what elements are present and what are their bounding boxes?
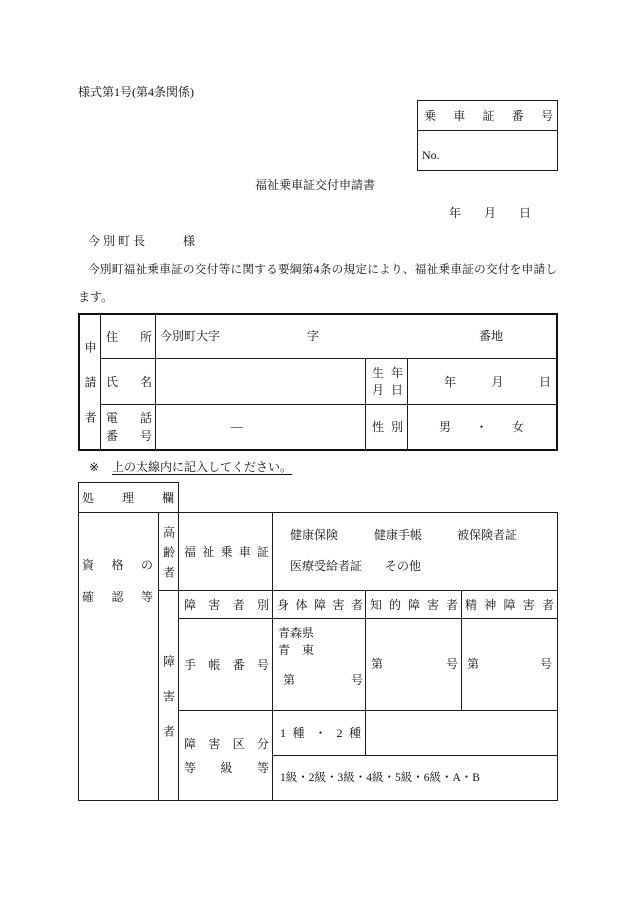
- body-text-line2: ます。: [78, 290, 114, 304]
- elderly-cell: [159, 513, 179, 591]
- class-blank-cell: [366, 711, 557, 756]
- address-field: [156, 315, 556, 359]
- address-aza: 字: [307, 329, 320, 343]
- gender-label-cell: [366, 405, 408, 449]
- processing-header-box: [78, 482, 179, 512]
- category-intellectual-cell: [366, 591, 462, 619]
- welfare-pass-label: 福 祉 乗 車 証: [184, 544, 269, 559]
- qualification-label: [82, 549, 153, 613]
- phone-label: [106, 409, 152, 445]
- document-health-handbook: 健康手帳: [374, 528, 423, 542]
- class-options-cell: [273, 711, 366, 756]
- handbook-mental-cell: [462, 619, 557, 711]
- processing-header-label: 処 理 欄: [82, 490, 174, 505]
- document-other: その他: [385, 559, 422, 573]
- category-physical-cell: [273, 591, 366, 619]
- grade-options-cell: [273, 756, 557, 800]
- addressee-honorific: 様: [183, 234, 196, 248]
- address-town: 今別町大字: [160, 329, 221, 343]
- disabled-label: 障害者: [161, 654, 176, 760]
- handbook-label: 手 帳 番 号: [184, 657, 269, 672]
- elderly-label: 高齢者: [161, 525, 176, 586]
- note-text: 上の太線内に記入してください。: [112, 460, 293, 474]
- grade-options: 1級・2級・3級・4級・5級・6級・A・B: [280, 772, 480, 784]
- phone-label-line2: 番 号: [106, 429, 152, 443]
- name-label-cell: [101, 359, 156, 405]
- birth-label-cell: [366, 359, 408, 405]
- document-health-insurance: 健康保険: [290, 528, 339, 542]
- note-mark: ※: [89, 460, 100, 474]
- name-label: 氏 名: [106, 374, 152, 389]
- handbook-mental-dai: 第: [467, 657, 480, 671]
- category-label: 障 害 者 別: [184, 597, 269, 612]
- gender-label: 性 別: [372, 420, 403, 434]
- handbook-physical-go: 号: [351, 673, 364, 687]
- gender-options: 男 ・ 女: [439, 420, 524, 434]
- grade-label-line2: 等 級 等: [184, 760, 269, 775]
- documents-cell: [273, 513, 557, 591]
- applicant-section-label: 申請者: [83, 341, 97, 446]
- disabled-cell: [159, 591, 179, 800]
- applicant-table: [78, 313, 558, 451]
- gender-field: [408, 405, 556, 449]
- handbook-intellectual-go: 号: [446, 657, 459, 671]
- birth-field: [408, 359, 556, 405]
- pass-number-prefix: No.: [422, 148, 440, 162]
- pass-number-header: [418, 101, 557, 131]
- class-options: 1 種 ・ 2 種: [280, 726, 361, 740]
- phone-field: [156, 405, 366, 449]
- handbook-office: 青 東: [278, 643, 314, 657]
- address-label-cell: [101, 315, 156, 359]
- handbook-mental-go: 号: [540, 657, 553, 671]
- category-mental: 精 神 障 害 者: [465, 597, 554, 612]
- birth-label-line1: 生 年: [372, 365, 403, 380]
- applicant-section-cell: [80, 315, 101, 449]
- handbook-intellectual-dai: 第: [371, 657, 384, 671]
- qualification-label-line2: 確 認 等: [82, 590, 153, 604]
- category-intellectual: 知 的 障 害 者: [370, 597, 458, 612]
- category-label-cell: [179, 591, 273, 619]
- addressee-name: 今別町長: [88, 234, 149, 248]
- handbook-physical-dai: 第: [283, 673, 296, 687]
- grade-label-line1: 障 害 区 分: [184, 736, 269, 751]
- handbook-prefecture: 青森県: [278, 626, 315, 640]
- handbook-intellectual-cell: [366, 619, 462, 711]
- category-physical: 身 体 障 害 者: [277, 597, 363, 612]
- pass-number-box: [417, 100, 558, 171]
- phone-separator: —: [231, 419, 243, 433]
- document-insured-card: 被保険者証: [457, 528, 518, 542]
- handbook-label-cell: [179, 619, 273, 711]
- welfare-pass-label-cell: [179, 513, 273, 591]
- address-label: 住 所: [106, 329, 152, 344]
- qualification-label-line1: 資 格 の: [82, 558, 153, 572]
- phone-label-cell: [101, 405, 156, 449]
- pass-number-field: [418, 131, 557, 170]
- document-medical-card: 医療受給者証: [290, 559, 363, 573]
- body-text-line1: 今別町福祉乗車証の交付等に関する要綱第4条の規定により、福祉乗車証の交付を申請し: [88, 263, 557, 276]
- form-number: 様式第1号(第4条関係): [78, 85, 194, 99]
- grade-label-cell: [179, 711, 273, 800]
- address-banchi: 番地: [479, 329, 504, 343]
- phone-label-line1: 電 話: [106, 411, 152, 425]
- birth-date-units: 年 月 日: [444, 374, 551, 389]
- grade-label: [184, 732, 269, 780]
- category-mental-cell: [462, 591, 557, 619]
- birth-label: [372, 365, 403, 399]
- application-date: 年 月 日: [449, 206, 531, 220]
- processing-table: [78, 512, 558, 801]
- name-field: [156, 359, 366, 405]
- birth-label-line2: 月 日: [372, 382, 403, 397]
- qualification-cell: [79, 513, 159, 800]
- form-title: 福祉乗車証交付申請書: [254, 178, 375, 192]
- handbook-physical-cell: [273, 619, 366, 711]
- pass-number-label: 乗 車 証 番 号: [424, 108, 553, 123]
